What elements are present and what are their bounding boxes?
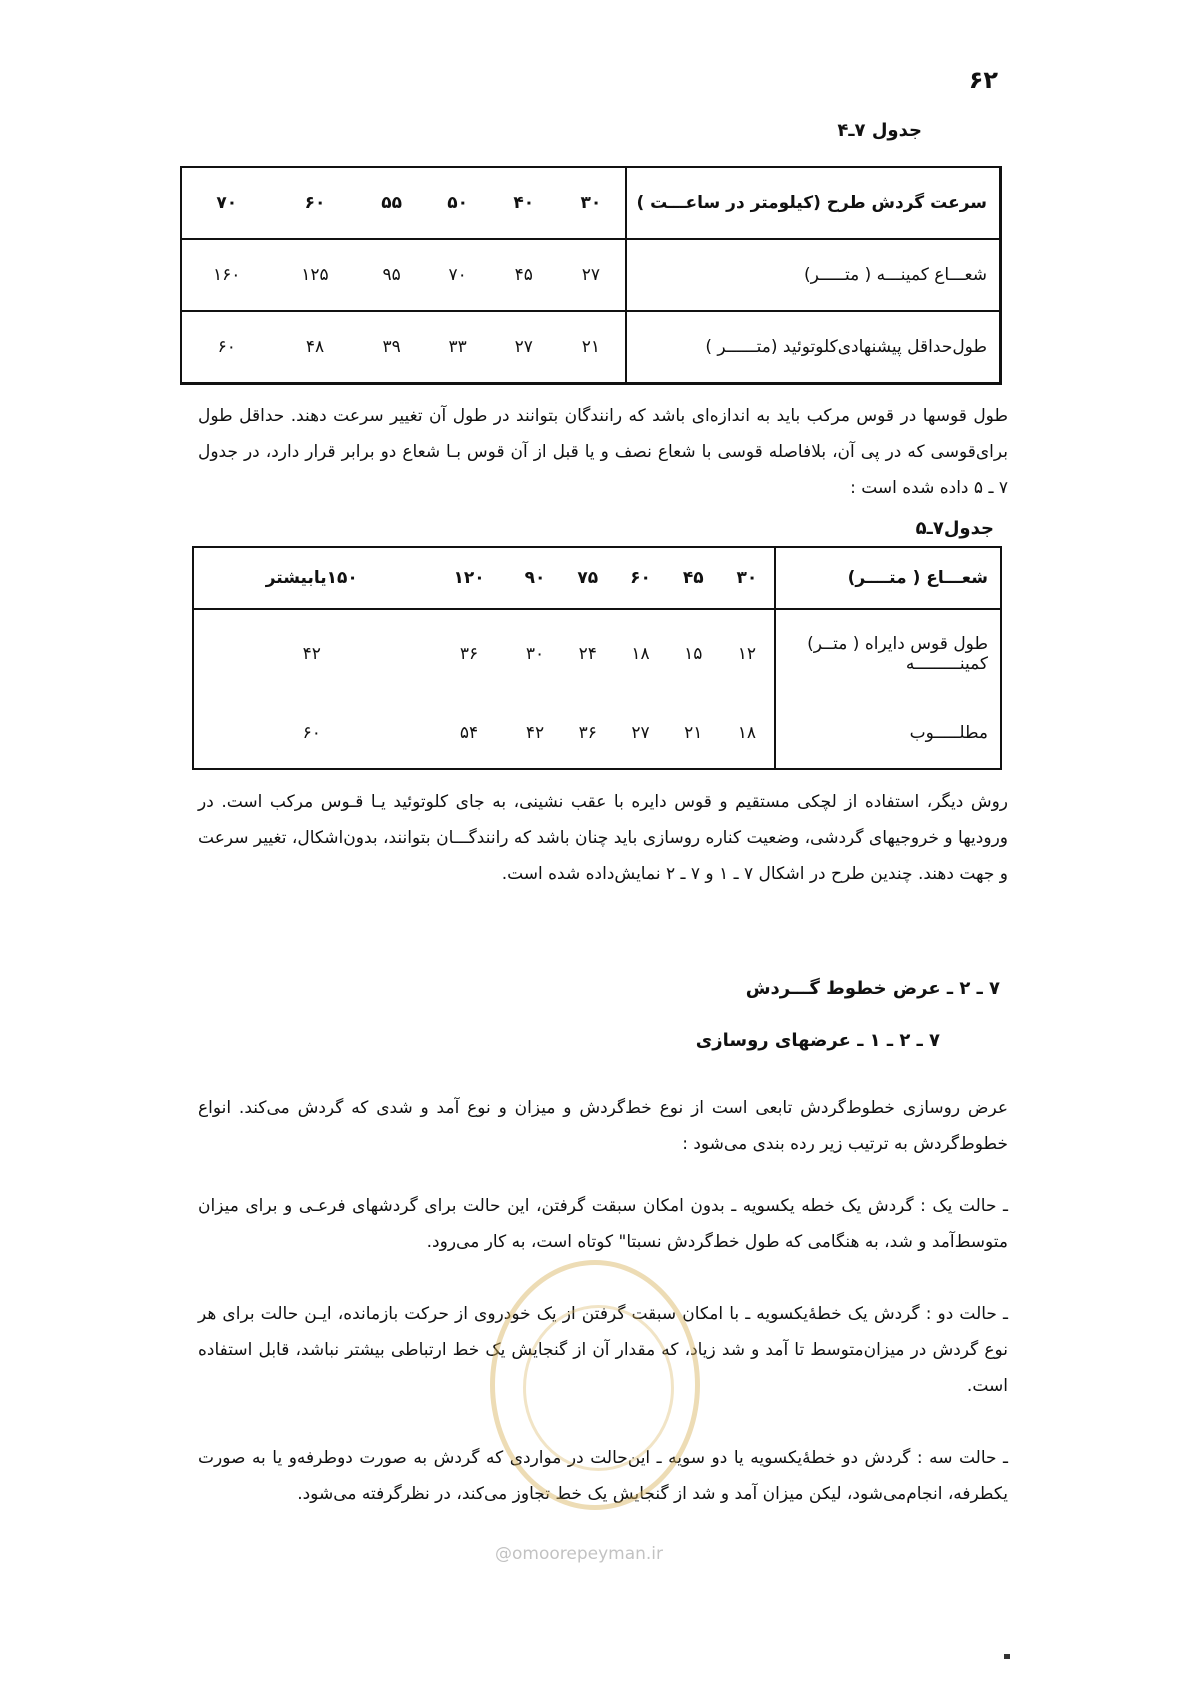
table-cell: ۴۵ — [667, 547, 720, 609]
table-row — [193, 697, 1001, 769]
stamp-inner-ring — [523, 1305, 674, 1471]
table-cell: ۵۵ — [381, 193, 402, 213]
paragraph-alternative-method: روش دیگر، استفاده از لچکی مستقیم و قوس دایره با عقب نشینی، به جای کلوتوئید یـا قـوس مرکب است. در ورودیها و خروجیهای گردشی، وضعیت کناره روسازی باید چنان باشد که رانندگـــان بتوانند، بدون‌اشکال، تغییر سرعت و جهت دهند. چندین طرح در اشکال ۷ ـ ۱ و ۷ ـ ۲ نمایش‌داده شده است. — [198, 792, 1008, 884]
paragraph-case-one: ـ حالت یک : گردش یک خطه یکسویه ـ بدون امکان سبقت گرفتن، این حالت برای گردشهای فرعـی و برای میزان متوسط‌آمد و شد، به هنگامی که طول خط‌گردش نسبتا" کوتاه است، به کار می‌رود. — [198, 1196, 1008, 1252]
table-cell: ۲۱ — [684, 722, 703, 743]
paragraph-case-two: ـ حالت دو : گردش یک خطه‌ٔیکسویه ـ با امکان سبقت گرفتن از یک خودروی از حرکت بازمانده، ایـن حالت برای هر نوع گردش در میزان‌متوسط تا آمد و شد زیاد، که مقدار آن از گنجایش یک خط ارتباطی بیشتر نباشد، قابل استفاده است. — [198, 1304, 1008, 1396]
table-cell: ۴۰ — [513, 193, 535, 213]
table-min-radius — [180, 166, 1002, 385]
table-cell: ۵۴ — [459, 722, 479, 743]
table-cell: ۹۰ — [509, 547, 562, 609]
table-cell: ۴۸ — [271, 311, 358, 383]
table-cell: ۱۵۰یابیشتر — [193, 547, 430, 609]
table-arc-length — [192, 546, 1002, 770]
table-cell: ۱۸ — [737, 722, 756, 743]
table-cell: ۲۷ — [491, 311, 557, 383]
paragraph-arc-length: طول قوسها در قوس مرکب باید به اندازه‌ای باشد که رانندگان بتوانند در طول آن تغییر سرعت دهند. حداقل طول برای‌قوسی که در پی آن، بلافاصله قوسی با شعاع نصف و یا قبل از آن قوس بـا شعاع دو برابر قرار دارد، در جدول ۷ ـ ۵ داده شده است : — [198, 406, 1008, 498]
table-cell: ۳۰ — [580, 193, 602, 213]
table2-row-label — [775, 609, 1001, 697]
page-mark — [1004, 1654, 1010, 1659]
paragraph-pavement-width: عرض روسازی خطوط‌گردش تابعی است از نوع خط‌گردش و میزان و نوع آمد و شدی که گردش می‌کند. انواع خطوط‌گردش به ترتیب زیر رده بندی می‌شود : — [198, 1098, 1008, 1154]
table-cell: ۳۰ — [525, 643, 545, 664]
table-cell: ۳۶ — [578, 722, 597, 743]
table-cell: ۴۵ — [491, 239, 557, 311]
section-heading: ۷ ـ ۲ ـ عرض خطوط گـــردش — [745, 978, 1000, 999]
table-cell: ۳۶ — [459, 643, 479, 664]
table-cell: ۳۳ — [425, 311, 491, 383]
table1-row-label: سرعت گردش طرح (کیلومتر در ساعـــت ) — [626, 167, 1001, 239]
table-cell: ۱۲۰ — [430, 547, 509, 609]
paragraph-case-three: ـ حالت سه : گردش دو خطه‌ٔیکسویه یا دو سویه ـ این‌حالت در مواردی که گردش به صورت دوطرفه‌و یا به صورت یکطرفه، انجام‌می‌شود، لیکن میزان آمد و شد از گنجایش یک خط تجاوز می‌کند، در نظرگرفته می‌شود. — [198, 1448, 1008, 1504]
table1-row-label: طول‌حداقل پیشنهادی‌کلوتوئید (متــــــر ) — [626, 311, 1001, 383]
table-cell: ۵۰ — [447, 193, 469, 213]
subsection-heading: ۷ ـ ۲ ـ ۱ ـ عرضهای روسازی — [695, 1030, 940, 1051]
table-cell: ۳۹ — [359, 311, 425, 383]
table-cell: ۱۵ — [684, 643, 703, 664]
table-cell: ۶۰ — [181, 311, 271, 383]
table-cell: ۴۲ — [525, 722, 545, 743]
table-cell: ۲۷ — [631, 722, 650, 743]
table-cell: ۹۵ — [359, 239, 425, 311]
table-cell: ۱۲ — [737, 643, 756, 664]
table-cell: ۱۲۵ — [271, 239, 358, 311]
table-cell: ۶۰ — [302, 722, 321, 743]
row-label-line: طول قوس دایراه ( متــر) — [807, 633, 988, 654]
table-row — [181, 311, 1001, 383]
row-label-line: کمینـــــــــه — [905, 653, 988, 674]
page-number: ۶۲ — [968, 66, 998, 94]
row-label-line: مطلـــــوب — [909, 722, 988, 743]
table-cell: ۶۰ — [304, 193, 326, 213]
table-cell: ۱۶۰ — [181, 239, 271, 311]
table-row — [193, 609, 1001, 697]
watermark-stamp — [490, 1260, 700, 1510]
table-cell: ۲۷ — [557, 239, 626, 311]
table2-row-label — [775, 697, 1001, 769]
table-cell: ۱۸ — [631, 643, 650, 664]
table-cell: ۳۰ — [720, 547, 775, 609]
watermark-text: @omoorepeyman.ir — [495, 1544, 664, 1564]
table-cell: ۲۱ — [557, 311, 626, 383]
table-cell: ۲۴ — [578, 643, 597, 664]
table1-caption: جدول ۷ـ۴ — [837, 120, 922, 141]
table-row — [193, 547, 1001, 609]
table2-header-label: شعـــاع ( متــــر) — [775, 547, 1001, 609]
table-row — [181, 239, 1001, 311]
table-cell: ۶۰ — [614, 547, 667, 609]
table-cell: ۷۰ — [216, 193, 238, 213]
table-cell: ۴۲ — [302, 643, 321, 664]
table-row — [181, 167, 1001, 239]
table-cell: ۷۵ — [561, 547, 614, 609]
table-cell: ۷۰ — [425, 239, 491, 311]
table1-row-label: شعـــاع کمینـــه ( متـــــر) — [626, 239, 1001, 311]
table2-caption: جدول۷ـ۵ — [915, 518, 994, 539]
